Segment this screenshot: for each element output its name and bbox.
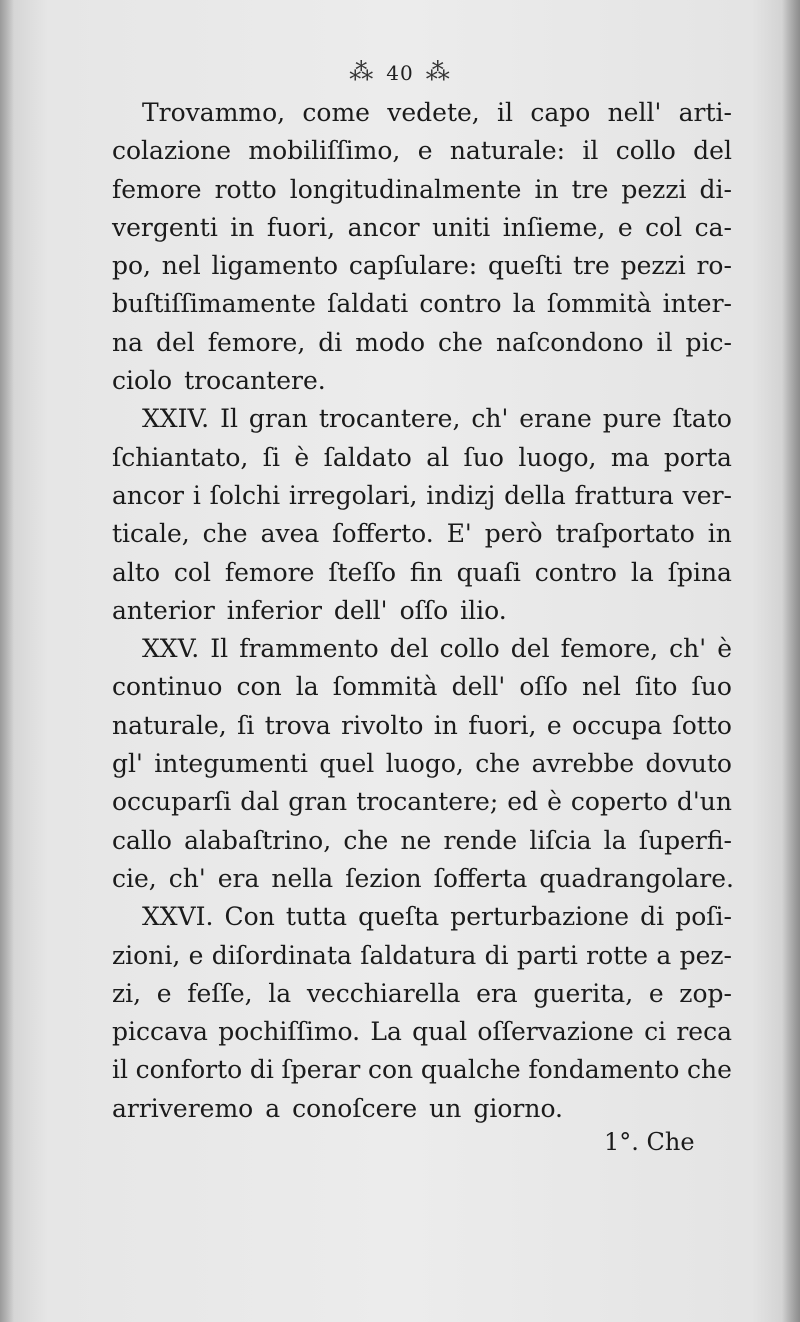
text-line (112, 707, 732, 745)
word: erane (519, 404, 592, 434)
word: rotto (214, 174, 277, 204)
word: XXIV. (142, 404, 210, 434)
word: era (217, 863, 260, 893)
word: callo (112, 825, 172, 855)
word: quaſi (456, 557, 521, 587)
text-line (112, 324, 732, 362)
word: queſti (488, 251, 563, 281)
word: ſi (262, 442, 281, 472)
word: ſofferta (433, 863, 528, 893)
word: è (294, 442, 310, 472)
word: pezzi (621, 174, 687, 204)
word: buſtiſſimamente (112, 289, 316, 319)
word: poſi- (675, 902, 732, 932)
word: mobiliſſimo, (248, 136, 401, 166)
text-line (112, 515, 732, 553)
word: femore (112, 174, 202, 204)
word: e (417, 136, 433, 166)
word: il (582, 136, 599, 166)
word: gran (288, 787, 348, 817)
word: oſſo (519, 672, 568, 702)
word: nella (271, 863, 334, 893)
word: ſuo (463, 442, 504, 472)
word: ma (610, 442, 650, 472)
word: arriveremo (112, 1093, 254, 1123)
word: occuparſi (112, 787, 232, 817)
word: XXV. (142, 634, 200, 664)
word: era (476, 978, 518, 1008)
text-line (112, 668, 732, 706)
word: la (295, 672, 319, 702)
word: ſchiantato, (112, 442, 249, 472)
word: a (265, 1093, 281, 1123)
word: integumenti (154, 749, 308, 779)
word: ſaldato (323, 442, 412, 472)
word: parti (516, 940, 578, 970)
word: femore, (560, 634, 659, 664)
word: ci (644, 1017, 667, 1047)
text-line (112, 1051, 732, 1089)
word: la (603, 825, 627, 855)
word: rivolto (341, 710, 424, 740)
word: un (429, 1093, 462, 1123)
word: fin (409, 557, 443, 587)
word: è (717, 634, 732, 664)
word: ſaldatura (360, 940, 477, 970)
word: ſito (635, 672, 678, 702)
word: ſommità (332, 672, 438, 702)
word: anterior (112, 595, 215, 625)
word: avrebbe (531, 749, 635, 779)
word: la (630, 557, 654, 587)
word: diſordinata (211, 940, 352, 970)
right-ornament-icon: ⁂ (425, 58, 451, 86)
word: ſi (237, 710, 255, 740)
word: conoſcere (292, 1093, 418, 1123)
text-line (112, 822, 732, 860)
word: in (707, 519, 732, 549)
text-line (112, 898, 732, 936)
word: longitudinalmente (289, 174, 522, 204)
word: pochiſſimo. (218, 1017, 361, 1047)
word: continuo (112, 672, 223, 702)
word: qual (412, 1017, 468, 1047)
word: XXVI. (142, 902, 214, 932)
word: ſtato (672, 404, 732, 434)
word: contro (534, 557, 617, 587)
word: il (497, 98, 514, 127)
text-line (112, 745, 732, 783)
word: tre (572, 251, 610, 281)
word: che (687, 1055, 732, 1085)
text-line (112, 94, 732, 132)
word: zop- (679, 978, 732, 1008)
word: inferior (226, 595, 322, 625)
word: che (438, 327, 483, 357)
word: la (512, 289, 536, 319)
word: ſommità (546, 289, 652, 319)
word: nel (161, 251, 201, 281)
text-line (112, 400, 732, 438)
word: trocantere, (318, 404, 461, 434)
word: è (547, 787, 562, 817)
word: come (302, 98, 370, 127)
word: trocantere; (356, 787, 499, 817)
text-line (112, 630, 732, 668)
word: gran (248, 404, 308, 434)
word: a (656, 940, 672, 970)
word: inſieme, (502, 212, 606, 242)
word: del (510, 634, 550, 664)
word: di- (699, 174, 732, 204)
text-line (112, 554, 732, 592)
word: collo (615, 136, 676, 166)
word: occupa (572, 710, 663, 740)
word: Il (220, 404, 238, 434)
word: ch' (471, 404, 509, 434)
word: vecchiarella (306, 978, 461, 1008)
word: trova (264, 710, 331, 740)
text-line (112, 860, 732, 898)
word: rende (443, 825, 518, 855)
word: naturale, (112, 710, 227, 740)
word: indizj (426, 480, 496, 510)
running-header (0, 58, 800, 86)
word: e (156, 978, 172, 1008)
word: al (426, 442, 450, 472)
word: queſta (358, 902, 440, 932)
word: dal (240, 787, 280, 817)
word: pez- (679, 940, 732, 970)
word: luogo, (385, 749, 464, 779)
word: e (546, 710, 562, 740)
word: di (249, 1055, 274, 1085)
word: ticale, (112, 519, 190, 549)
text-line (112, 132, 732, 170)
word: femore (224, 557, 315, 587)
text-line (112, 171, 732, 209)
word: fondamento (528, 1055, 680, 1085)
word: i (192, 480, 201, 510)
text-line (112, 1013, 732, 1051)
word: arti- (678, 98, 732, 127)
word: ſaldati (327, 289, 409, 319)
page-right-edge-shadow (782, 0, 800, 1322)
word: di (484, 940, 509, 970)
word: alabaſtrino, (184, 825, 332, 855)
word: con (368, 1055, 414, 1085)
word: ancor (112, 480, 185, 510)
word: conforto (135, 1055, 243, 1085)
word: gl' (112, 749, 143, 779)
text-line (112, 439, 732, 477)
word: in (230, 212, 255, 242)
word: ligamento (211, 251, 339, 281)
word: luogo, (518, 442, 597, 472)
word: pic- (685, 327, 732, 357)
word: collo (439, 634, 500, 664)
word: Trovammo, (142, 98, 286, 127)
word: del (389, 634, 429, 664)
word: contro (419, 289, 502, 319)
word: della (504, 480, 566, 510)
word: zioni, (112, 940, 181, 970)
word: pezzi (620, 251, 686, 281)
word: quadrangolare. (539, 863, 734, 893)
word: naturale: (449, 136, 566, 166)
page-left-edge-shadow (0, 0, 14, 1322)
word: ch' (669, 634, 707, 664)
word: con (236, 672, 282, 702)
word: dovuto (645, 749, 732, 779)
word: la (268, 978, 292, 1008)
text-line (112, 1090, 732, 1128)
word: giorno. (473, 1093, 564, 1123)
word: traſportato (555, 519, 695, 549)
word: E' (446, 519, 472, 549)
word: naſcondono (495, 327, 644, 357)
word: nel (582, 672, 621, 702)
word: cie, (112, 863, 157, 893)
word: na (112, 327, 144, 357)
word: uniti (432, 212, 491, 242)
word: ch' (168, 863, 206, 893)
word: il (112, 1055, 128, 1085)
text-line (112, 783, 732, 821)
word: frattura (574, 480, 674, 510)
word: ſperar (281, 1055, 361, 1085)
text-line (112, 285, 732, 323)
word: ſotto (672, 710, 732, 740)
word: ſuperfi- (638, 825, 732, 855)
word: ilio. (460, 595, 507, 625)
word: ſteſſo (328, 557, 396, 587)
word: zi, (112, 978, 142, 1008)
word: fuori, (266, 212, 336, 242)
word: rotte (586, 940, 649, 970)
page-number: 40 (386, 61, 414, 85)
word: Con (224, 902, 275, 932)
word: quel (319, 749, 375, 779)
word: in (433, 710, 458, 740)
text-line (112, 592, 732, 630)
word: ro- (696, 251, 732, 281)
word: d'un (676, 787, 732, 817)
word: irregolari, (288, 480, 418, 510)
word: ſpina (667, 557, 732, 587)
word: colazione (112, 136, 232, 166)
word: porta (663, 442, 732, 472)
word: ca- (694, 212, 732, 242)
text-line (112, 477, 732, 515)
word: liſcia (529, 825, 592, 855)
word: capo (530, 98, 591, 127)
word: del (156, 327, 195, 357)
text-line (112, 247, 732, 285)
left-ornament-icon: ⁂ (349, 58, 375, 86)
word: ſuo (691, 672, 732, 702)
word: guerita, (533, 978, 634, 1008)
word: ciolo (112, 366, 173, 396)
text-line (112, 362, 732, 400)
catchword: 1°. Che (604, 1128, 695, 1156)
word: perturbazione (450, 902, 630, 932)
word: di (640, 902, 665, 932)
word: reca (676, 1017, 732, 1047)
body-text (112, 94, 732, 1128)
word: tre (571, 174, 609, 204)
word: Il (210, 634, 229, 664)
word: pure (602, 404, 662, 434)
word: coperto (570, 787, 668, 817)
word: ed (507, 787, 539, 817)
word: ver- (682, 480, 732, 510)
word: qualche (420, 1055, 521, 1085)
word: ne (400, 825, 432, 855)
word: femore, (207, 327, 306, 357)
word: piccava (112, 1017, 208, 1047)
word: modo (355, 327, 426, 357)
word: che (343, 825, 389, 855)
word: avea (260, 519, 320, 549)
word: dell' (451, 672, 506, 702)
word: nell' (607, 98, 662, 127)
word: feſſe, (187, 978, 253, 1008)
word: ſolchi (209, 480, 281, 510)
word: il (656, 327, 673, 357)
word: La (370, 1017, 402, 1047)
word: e (648, 978, 664, 1008)
word: che (202, 519, 248, 549)
word: in (534, 174, 559, 204)
word: fuori, (468, 710, 537, 740)
word: di (318, 327, 343, 357)
word: ſezion (345, 863, 422, 893)
text-line (112, 209, 732, 247)
word: che (475, 749, 521, 779)
word: tutta (285, 902, 348, 932)
word: vergenti (112, 212, 218, 242)
word: però (484, 519, 543, 549)
text-line (112, 975, 732, 1013)
word: alto (112, 557, 160, 587)
word: col (173, 557, 211, 587)
word: inter- (662, 289, 732, 319)
word: e (188, 940, 204, 970)
word: dell' (333, 595, 388, 625)
word: col (645, 212, 683, 242)
word: ſofferto. (332, 519, 434, 549)
text-line (112, 937, 732, 975)
word: oſſo (399, 595, 449, 625)
word: e (617, 212, 633, 242)
word: trocantere. (184, 366, 326, 396)
word: oſſervazione (477, 1017, 634, 1047)
word: po, (112, 251, 152, 281)
word: frammento (239, 634, 379, 664)
word: vedete, (387, 98, 480, 127)
word: capſulare: (348, 251, 478, 281)
word: ancor (347, 212, 420, 242)
word: del (693, 136, 732, 166)
